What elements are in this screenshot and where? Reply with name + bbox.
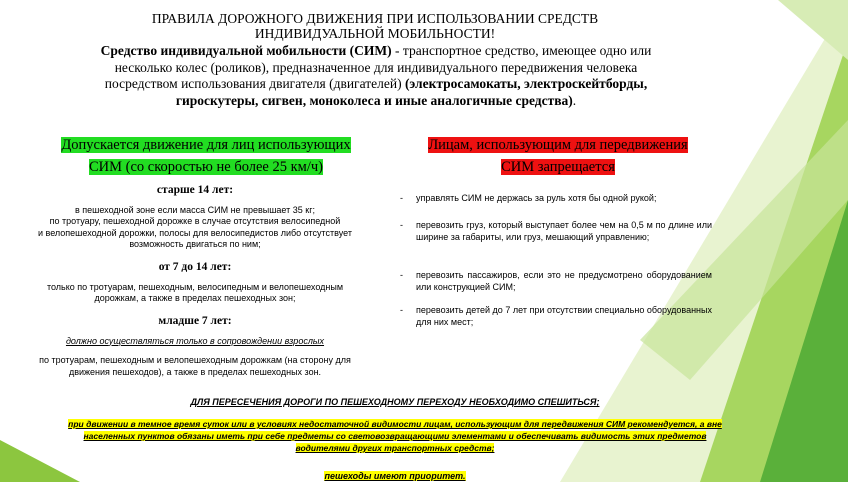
denied-header [393,134,723,178]
night-line-2: населенных пунктов обязаны иметь при себе предметы со световозвращающими элементами и обеспечивать видимость этих предметов [83,431,707,441]
age-7-section [10,262,380,305]
definition-examples: (электросамокаты, электроскейтборды, гироскутеры, сигвен, моноколеса и иные аналогичные средства) [175,76,648,108]
under-7-line-2: по тротуарам, пешеходным и велопешеходным дорожкам (на сторону для [39,355,351,365]
allowed-header-line-1: Допускается движение для лиц использующих [61,137,351,153]
age-14-line-3: и велопешеходной дорожки, полосы для велосипедистов либо отсутствует [38,227,352,238]
page-title [110,11,640,41]
under-7-line-3: движения пешеходов), а также в пределах пешеходных зон. [68,366,322,377]
title-line-2: ИНДИВИДУАЛЬНОЙ МОБИЛЬНОСТИ! [254,26,496,41]
denied-item: - управлять СИМ не держась за руль хотя бы одной рукой; [400,193,712,205]
definition-end: . [572,92,577,108]
denied-item: - перевозить груз, который выступает более чем на 0,5 м по длине или ширине за габариты, или груз, мешающий управлению; [400,220,712,242]
denied-item-text: управлять СИМ не держась за руль хотя бы одной рукой; [416,193,657,203]
under-7-title: младше 7 лет: [158,315,232,327]
denied-header-line-1: Лицам, использующим для передвижения [428,137,688,153]
definition-term: Средство индивидуальной мобильности (СИМ) [100,43,392,58]
denied-item-text: перевозить детей до 7 лет при отсутствии специально оборудованных для них мест; [416,305,712,327]
allowed-header-line-2: СИМ (со скоростью не более 25 км/ч) [89,159,323,175]
age-14-section [10,185,380,251]
age-7-line-1: только по тротуарам, пешеходным, велосипедным и велопешеходным [46,281,344,292]
age-7-title: от 7 до 14 лет: [158,261,232,273]
denied-item-text: перевозить пассажиров, если это не предусмотрено оборудованием или конструкцией СИМ; [416,270,712,292]
allowed-header [36,134,376,178]
denied-item-text: перевозить груз, который выступает более чем на 0,5 м по длине или ширине за габариты, или груз, мешающий управлению; [416,220,712,242]
definition-paragraph [96,43,656,109]
denied-header-line-2: СИМ запрещается [501,159,615,175]
decor-top-edge [778,0,848,60]
age-14-line-4: возможность двигаться по ним; [129,239,261,249]
night-line-1: при движении в темное время суток или в условиях недостаточной видимости лицам, использующим для передвижения СИМ рекомендуется, а вне [68,419,722,429]
night-line-3: водителями других транспортных средств; [295,443,495,453]
age-7-line-2: дорожкам, а также в пределах пешеходных зон; [94,293,296,303]
denied-item: - перевозить пассажиров, если это не предусмотрено оборудованием или конструкцией СИМ; [400,270,712,292]
age-14-line-1: в пешеходной зоне если масса СИМ не превышает 35 кг; [74,204,315,215]
denied-item: - перевозить детей до 7 лет при отсутствии специально оборудованных для них мест; [400,305,712,327]
definition-text: - транспортное средство, имеющее одно или несколько колес (роликов), предназначенное для индивидуального передвижения человека посредством использования двигателя (двигателей) [104,43,652,91]
age-14-title: старше 14 лет: [156,184,234,196]
night-visibility-note [50,418,740,454]
priority-text: пешеходы имеют приоритет. [324,471,466,481]
age-14-line-2: по тротуару, пешеходной дорожке в случае отсутствия велосипедной [49,216,341,226]
crossing-heading [50,392,740,410]
priority-note [50,466,740,482]
under-7-section [10,316,380,378]
crossing-heading-text: ДЛЯ ПЕРЕСЕЧЕНИЯ ДОРОГИ ПО ПЕШЕХОДНОМУ ПЕРЕХОДУ НЕОБХОДИМО СПЕШИТЬСЯ; [190,397,600,407]
under-7-line-1: должно осуществляться только в сопровождении взрослых [65,335,325,346]
title-line-1: ПРАВИЛА ДОРОЖНОГО ДВИЖЕНИЯ ПРИ ИСПОЛЬЗОВАНИИ СРЕДСТВ [151,11,599,26]
